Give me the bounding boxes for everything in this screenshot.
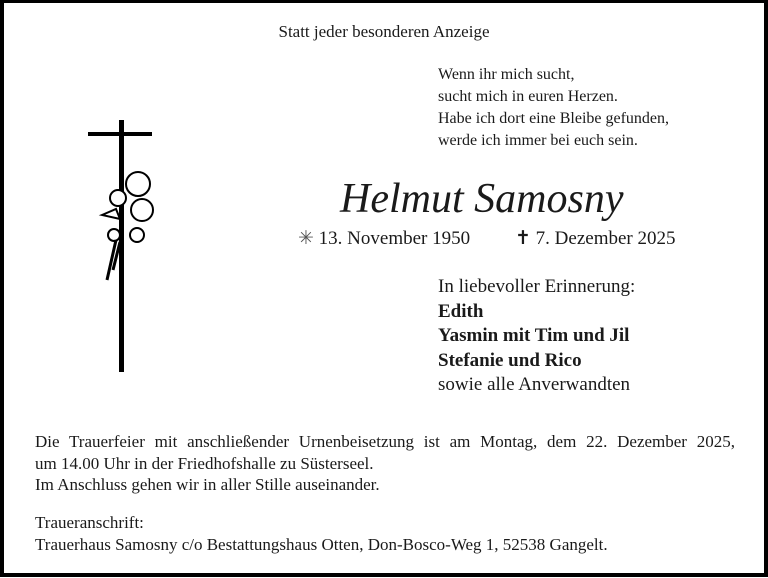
poem-line: Habe ich dort eine Bleibe gefunden, <box>438 110 670 127</box>
mourner-name: Stefanie und Rico <box>438 349 582 371</box>
mourning-address <box>35 512 608 556</box>
birth-date <box>298 227 470 250</box>
poem-line: Wenn ihr mich sucht, <box>438 66 575 83</box>
death-date <box>515 227 675 250</box>
ceremony-line: Im Anschluss gehen wir in aller Stille auseinander. <box>35 475 380 494</box>
notice-header: Statt jeder besonderen Anzeige <box>278 22 490 41</box>
address-label: Traueranschrift: <box>35 513 144 532</box>
address-line: Trauerhaus Samosny c/o Bestattungshaus Otten, Don-Bosco-Weg 1, 52538 Gangelt. <box>35 535 608 554</box>
birth-date-text: 13. November 1950 <box>318 228 471 249</box>
death-date-text: 7. Dezember 2025 <box>535 228 676 249</box>
cross-icon: ✝ <box>515 228 531 249</box>
mourners <box>438 275 635 398</box>
ceremony-line: um 14.00 Uhr in der Friedhofshalle zu Süsterseel. <box>35 453 374 473</box>
mourners-intro: In liebevoller Erinnerung: <box>438 276 636 297</box>
poem <box>438 64 669 152</box>
poem-line: werde ich immer bei euch sein. <box>438 132 638 149</box>
star-icon: ✳ <box>298 228 314 249</box>
ceremony-info <box>35 431 735 496</box>
mourner-name: Edith <box>438 300 484 322</box>
mourner-name: Yasmin mit Tim und Jil <box>438 325 630 346</box>
poem-line: sucht mich in euren Herzen. <box>438 88 618 105</box>
deceased-name: Helmut Samosny <box>340 176 624 222</box>
cross-with-roses-icon <box>80 120 180 380</box>
mourners-closing: sowie alle Anverwandten <box>438 374 631 395</box>
ceremony-line: Die Trauerfeier mit anschließender Urnenbeisetzung ist am Montag, dem 22. Dezember 2025, <box>35 432 735 451</box>
